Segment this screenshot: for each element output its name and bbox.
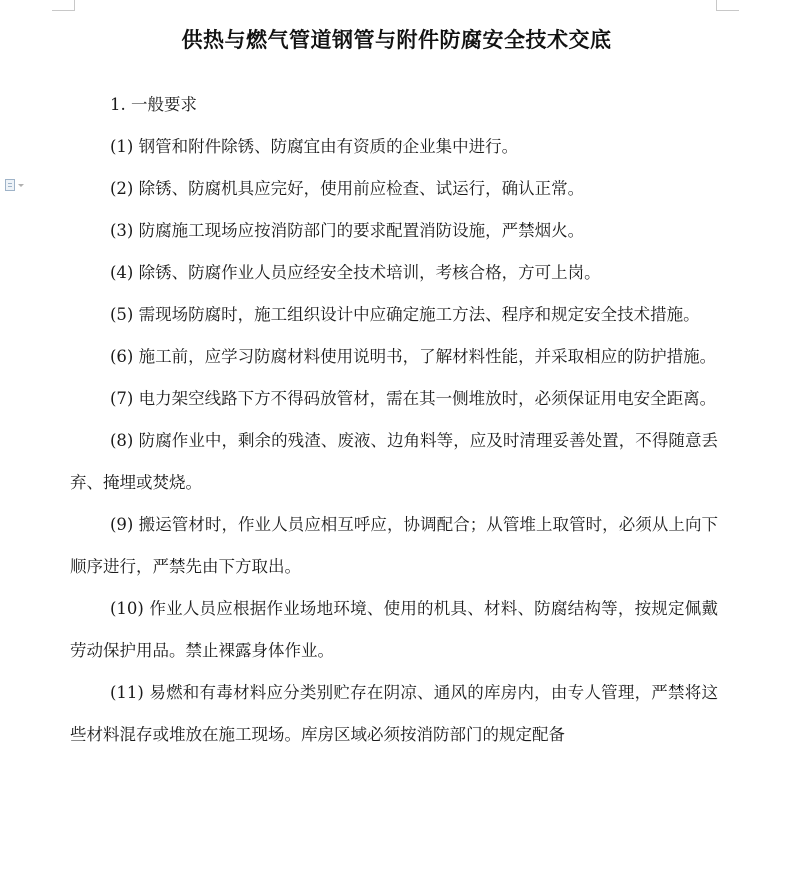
list-item: (2) 除锈、防腐机具应完好，使用前应检查、试运行，确认正常。 <box>110 179 585 198</box>
list-item: (5) 需现场防腐时，施工组织设计中应确定施工方法、程序和规定安全技术措施。 <box>110 305 700 324</box>
page-corner-mark-left <box>52 0 75 11</box>
section-heading: 1. 一般要求 <box>110 95 197 114</box>
list-item: (7) 电力架空线路下方不得码放管材，需在其一侧堆放时，必须保证用电安全距离。 <box>110 389 717 408</box>
list-item: (6) 施工前，应学习防腐材料使用说明书，了解材料性能，并采取相应的防护措施。 <box>110 347 717 366</box>
chevron-down-icon <box>18 184 24 187</box>
document-title: 供热与燃气管道钢管与附件防腐安全技术交底 <box>181 28 612 52</box>
list-item: (1) 钢管和附件除锈、防腐宜由有资质的企业集中进行。 <box>110 137 519 156</box>
document-body <box>70 84 718 756</box>
list-item: (9) 搬运管材时，作业人员应相互呼应，协调配合；从管堆上取管时，必须从上向下顺序进行，严禁先由下方取出。 <box>70 515 718 576</box>
list-item: (8) 防腐作业中，剩余的残渣、废液、边角料等，应及时清理妥善处置，不得随意丢弃、掩埋或焚烧。 <box>70 431 718 492</box>
list-item: (4) 除锈、防腐作业人员应经安全技术培训，考核合格，方可上岗。 <box>110 263 601 282</box>
list-item: (10) 作业人员应根据作业场地环境、使用的机具、材料、防腐结构等，按规定佩戴劳动保护用品。禁止裸露身体作业。 <box>70 599 718 660</box>
list-item: (3) 防腐施工现场应按消防部门的要求配置消防设施，严禁烟火。 <box>110 221 585 240</box>
document-outline-icon[interactable] <box>5 178 33 192</box>
list-item: (11) 易燃和有毒材料应分类别贮存在阴凉、通风的库房内，由专人管理，严禁将这些材料混存或堆放在施工现场。库房区域必须按消防部门的规定配备 <box>70 683 718 744</box>
page-corner-mark-right <box>716 0 739 11</box>
doc-icon <box>5 179 15 191</box>
